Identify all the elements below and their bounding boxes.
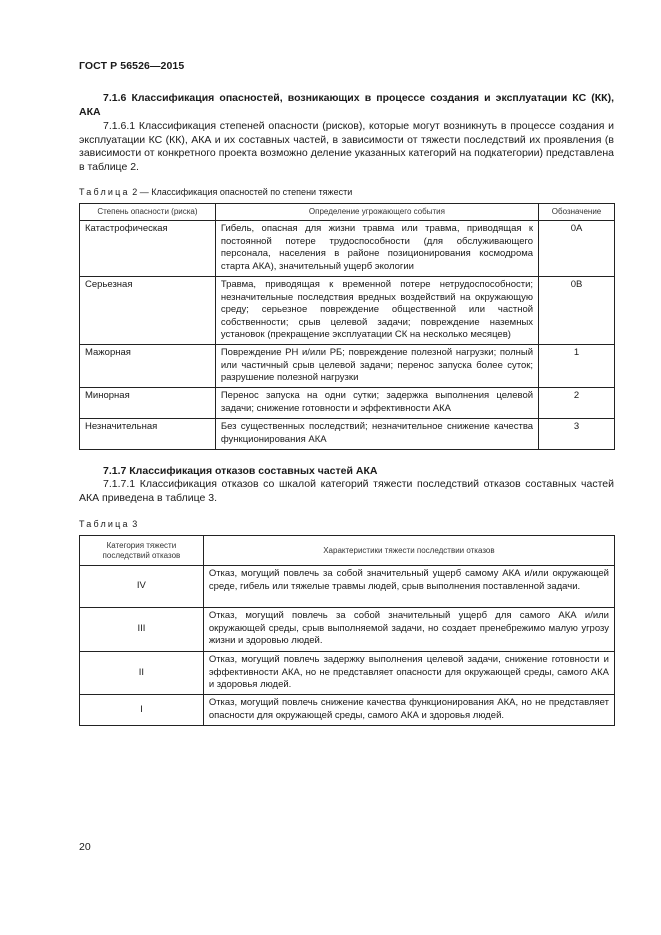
table-2-definition: Повреждение РН и/или РБ; повреждение полезной нагрузки; полный или частичный срыв целевой задачи; перенос запуска более суток; разрушение полезной нагрузки [215,345,538,388]
table-3-category: I [80,695,204,726]
table-2-level: Незначительная [80,419,216,450]
table-3-category: II [80,652,204,695]
document-header: ГОСТ Р 56526—2015 [79,60,185,72]
table-2-code: 1 [539,345,615,388]
table-2-code: 2 [539,388,615,419]
table-2-header-level: Степень опасности (риска) [80,204,216,221]
table-3-characteristics: Отказ, могущий повлечь за собой значительный ущерб самому АКА и/или окружающей среде, гибель или тяжелые травмы людей, срыв выполнения поставленной задачи. [203,566,614,608]
table-3-characteristics: Отказ, могущий повлечь снижение качества функционирования АКА, но не представляет опасности для окружающей среды, самого АКА и здоровья людей. [203,695,614,726]
table-row [80,608,615,652]
table-2-caption-word: Таблица [79,187,130,197]
table-3-caption [79,519,137,529]
table-row [80,277,615,345]
page-number: 20 [79,841,91,853]
table-3 [79,535,615,726]
section-7-1-6-paragraph: 7.1.6.1 Классификация степеней опасности (рисков), которые могут возникнуть в процессе создания и эксплуатации КС (КК), АКА и их составных частей, в зависимости от тяжести последствий их проявления (в зависимости от конкретного проекта возможно деление указанных категорий на подкатегории) представлена в таблице 2. [79,120,614,173]
table-row [80,419,615,450]
section-7-1-6-title: 7.1.6 Классификация опасностей, возникающих в процессе создания и эксплуатации КС (КК), АКА [79,92,614,118]
table-3-characteristics: Отказ, могущий повлечь за собой значительный ущерб для самого АКА и/или окружающей среды, срыв выполняемой задачи, но создает пренебрежимо малую угрозу жизни и здоровью людей. [203,608,614,652]
table-2-caption-text: 2 — Классификация опасностей по степени тяжести [129,187,353,197]
table-2-definition: Гибель, опасная для жизни травма или травма, приводящая к постоянной потере трудоспособности (для обслуживающего персонала, населения в районе позиционирования космодрома старта АКА), значительный ущерб экологии [215,221,538,277]
table-3-category: IV [80,566,204,608]
table-2-header-definition: Определение угрожающего события [215,204,538,221]
table-2-header-code: Обозначение [539,204,615,221]
table-3-category: III [80,608,204,652]
table-2-level: Катастрофическая [80,221,216,277]
table-row [80,566,615,608]
table-3-header-characteristics: Характеристики тяжести последствии отказов [203,536,614,566]
table-3-characteristics: Отказ, могущий повлечь задержку выполнения целевой задачи, снижение готовности и эффективности АКА, но не представляет опасности для окружающей среды, самого АКА и здоровья людей. [203,652,614,695]
table-3-caption-text: 3 [129,519,138,529]
table-2-definition: Без существенных последствий; незначительное снижение качества функционирования АКА [215,419,538,450]
table-2-level: Серьезная [80,277,216,345]
table-2 [79,203,615,450]
section-7-1-7-paragraph: 7.1.7.1 Классификация отказов со шкалой категорий тяжести последствий отказов составных частей АКА приведена в таблице 3. [79,478,614,504]
table-2-definition: Травма, приводящая к временной потере нетрудоспособности; незначительные последствия вредных воздействий на окружающую среду; серьезное повреждение общественной или частной собственности; срыв целевой задачи; повреждение наземных установок (прекращение эксплуатации СК на несколько месяцев) [215,277,538,345]
table-row [80,652,615,695]
table-2-code: 3 [539,419,615,450]
table-row [80,345,615,388]
table-2-level: Минорная [80,388,216,419]
table-row [80,221,615,277]
table-2-code: 0В [539,277,615,345]
table-3-header-category: Категория тяжести последствий отказов [80,536,204,566]
table-3-caption-word: Таблица [79,519,130,529]
table-2-caption [79,187,352,197]
section-7-1-7-title: 7.1.7 Классификация отказов составных частей АКА [103,465,378,477]
table-row [80,695,615,726]
table-2-definition: Перенос запуска на одни сутки; задержка выполнения целевой задачи; снижение готовности и эффективности АКА [215,388,538,419]
table-2-level: Мажорная [80,345,216,388]
table-2-code: 0А [539,221,615,277]
table-row [80,388,615,419]
